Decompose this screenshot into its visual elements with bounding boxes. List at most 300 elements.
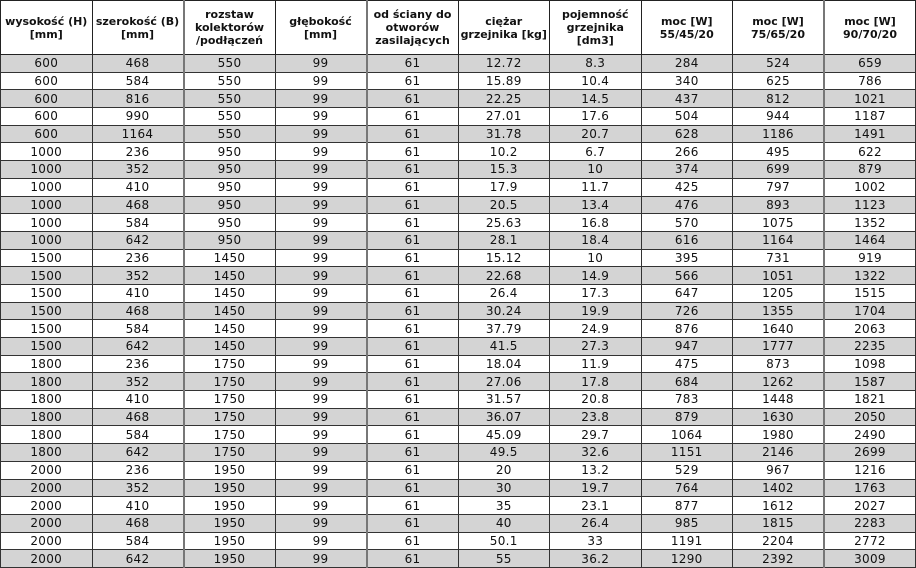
- cell-wall-distance: 61: [367, 355, 459, 373]
- cell-connection-spacing: 1450: [184, 249, 276, 267]
- cell-width: 468: [92, 408, 184, 426]
- cell-power-75-65-20: 625: [733, 72, 825, 90]
- cell-capacity: 10: [550, 161, 642, 179]
- cell-capacity: 19.9: [550, 302, 642, 320]
- cell-width: 1164: [92, 125, 184, 143]
- cell-height: 1500: [1, 302, 93, 320]
- cell-power-90-70-20: 1098: [824, 355, 916, 373]
- cell-capacity: 20.7: [550, 125, 642, 143]
- cell-capacity: 20.8: [550, 391, 642, 409]
- cell-depth: 99: [275, 426, 367, 444]
- cell-power-55-45-20: 425: [641, 178, 733, 196]
- cell-wall-distance: 61: [367, 72, 459, 90]
- cell-weight: 22.25: [458, 90, 550, 108]
- cell-connection-spacing: 950: [184, 143, 276, 161]
- cell-capacity: 11.9: [550, 355, 642, 373]
- cell-power-90-70-20: 1021: [824, 90, 916, 108]
- cell-power-55-45-20: 764: [641, 479, 733, 497]
- cell-power-55-45-20: 985: [641, 514, 733, 532]
- cell-power-75-65-20: 1186: [733, 125, 825, 143]
- cell-wall-distance: 61: [367, 302, 459, 320]
- cell-depth: 99: [275, 302, 367, 320]
- table-row: [1, 284, 916, 302]
- cell-width: 584: [92, 532, 184, 550]
- cell-power-90-70-20: 1322: [824, 267, 916, 285]
- cell-weight: 30.24: [458, 302, 550, 320]
- cell-capacity: 23.8: [550, 408, 642, 426]
- cell-width: 642: [92, 231, 184, 249]
- cell-connection-spacing: 950: [184, 196, 276, 214]
- cell-width: 642: [92, 444, 184, 462]
- cell-power-90-70-20: 2027: [824, 497, 916, 515]
- cell-weight: 41.5: [458, 338, 550, 356]
- cell-weight: 17.9: [458, 178, 550, 196]
- cell-wall-distance: 61: [367, 196, 459, 214]
- cell-power-55-45-20: 266: [641, 143, 733, 161]
- cell-width: 468: [92, 196, 184, 214]
- table-row: [1, 55, 916, 73]
- cell-power-75-65-20: 1402: [733, 479, 825, 497]
- cell-height: 600: [1, 90, 93, 108]
- header-capacity: pojemność grzejnika [dm3]: [550, 1, 642, 55]
- cell-power-55-45-20: 529: [641, 461, 733, 479]
- cell-connection-spacing: 1450: [184, 338, 276, 356]
- cell-wall-distance: 61: [367, 55, 459, 73]
- cell-depth: 99: [275, 479, 367, 497]
- cell-connection-spacing: 1750: [184, 408, 276, 426]
- cell-power-75-65-20: 495: [733, 143, 825, 161]
- cell-connection-spacing: 1950: [184, 461, 276, 479]
- cell-power-90-70-20: 659: [824, 55, 916, 73]
- cell-depth: 99: [275, 249, 367, 267]
- cell-depth: 99: [275, 231, 367, 249]
- cell-width: 236: [92, 249, 184, 267]
- cell-connection-spacing: 550: [184, 108, 276, 126]
- cell-weight: 27.06: [458, 373, 550, 391]
- cell-connection-spacing: 950: [184, 178, 276, 196]
- cell-depth: 99: [275, 143, 367, 161]
- cell-weight: 31.78: [458, 125, 550, 143]
- cell-wall-distance: 61: [367, 479, 459, 497]
- cell-power-90-70-20: 2699: [824, 444, 916, 462]
- cell-wall-distance: 61: [367, 231, 459, 249]
- cell-capacity: 14.9: [550, 267, 642, 285]
- cell-power-90-70-20: 1352: [824, 214, 916, 232]
- cell-width: 468: [92, 302, 184, 320]
- cell-depth: 99: [275, 514, 367, 532]
- table-row: [1, 532, 916, 550]
- cell-capacity: 29.7: [550, 426, 642, 444]
- cell-power-90-70-20: 2283: [824, 514, 916, 532]
- table-row: [1, 391, 916, 409]
- cell-wall-distance: 61: [367, 532, 459, 550]
- cell-power-55-45-20: 437: [641, 90, 733, 108]
- cell-connection-spacing: 1950: [184, 514, 276, 532]
- cell-capacity: 23.1: [550, 497, 642, 515]
- cell-capacity: 13.4: [550, 196, 642, 214]
- cell-power-75-65-20: 1980: [733, 426, 825, 444]
- cell-power-55-45-20: 647: [641, 284, 733, 302]
- header-width: szerokość (B) [mm]: [92, 1, 184, 55]
- cell-width: 990: [92, 108, 184, 126]
- cell-capacity: 10.4: [550, 72, 642, 90]
- cell-depth: 99: [275, 338, 367, 356]
- table-row: [1, 550, 916, 568]
- cell-power-75-65-20: 944: [733, 108, 825, 126]
- cell-power-55-45-20: 504: [641, 108, 733, 126]
- cell-connection-spacing: 550: [184, 55, 276, 73]
- cell-connection-spacing: 950: [184, 231, 276, 249]
- cell-depth: 99: [275, 391, 367, 409]
- cell-height: 1800: [1, 391, 93, 409]
- cell-height: 1800: [1, 408, 93, 426]
- cell-power-90-70-20: 1515: [824, 284, 916, 302]
- cell-width: 410: [92, 178, 184, 196]
- cell-depth: 99: [275, 108, 367, 126]
- cell-power-55-45-20: 1290: [641, 550, 733, 568]
- cell-wall-distance: 61: [367, 178, 459, 196]
- cell-power-55-45-20: 476: [641, 196, 733, 214]
- cell-width: 584: [92, 320, 184, 338]
- cell-power-75-65-20: 1630: [733, 408, 825, 426]
- cell-height: 1500: [1, 284, 93, 302]
- cell-connection-spacing: 1950: [184, 532, 276, 550]
- cell-power-90-70-20: 1187: [824, 108, 916, 126]
- cell-power-55-45-20: 340: [641, 72, 733, 90]
- cell-width: 410: [92, 391, 184, 409]
- cell-power-90-70-20: 2063: [824, 320, 916, 338]
- cell-height: 600: [1, 72, 93, 90]
- cell-connection-spacing: 1750: [184, 426, 276, 444]
- cell-power-90-70-20: 1704: [824, 302, 916, 320]
- cell-height: 600: [1, 125, 93, 143]
- cell-depth: 99: [275, 373, 367, 391]
- cell-power-55-45-20: 616: [641, 231, 733, 249]
- cell-weight: 15.3: [458, 161, 550, 179]
- cell-weight: 22.68: [458, 267, 550, 285]
- table-row: [1, 355, 916, 373]
- cell-wall-distance: 61: [367, 284, 459, 302]
- table-row: [1, 373, 916, 391]
- table-row: [1, 444, 916, 462]
- cell-power-75-65-20: 1777: [733, 338, 825, 356]
- cell-wall-distance: 61: [367, 249, 459, 267]
- cell-weight: 45.09: [458, 426, 550, 444]
- cell-connection-spacing: 1950: [184, 479, 276, 497]
- table-row: [1, 497, 916, 515]
- table-row: [1, 196, 916, 214]
- cell-connection-spacing: 1750: [184, 355, 276, 373]
- cell-capacity: 32.6: [550, 444, 642, 462]
- cell-power-90-70-20: 1491: [824, 125, 916, 143]
- cell-height: 2000: [1, 532, 93, 550]
- cell-height: 1000: [1, 143, 93, 161]
- cell-height: 2000: [1, 461, 93, 479]
- cell-power-90-70-20: 1587: [824, 373, 916, 391]
- cell-power-55-45-20: 475: [641, 355, 733, 373]
- cell-wall-distance: 61: [367, 338, 459, 356]
- cell-width: 352: [92, 267, 184, 285]
- cell-width: 352: [92, 479, 184, 497]
- cell-weight: 35: [458, 497, 550, 515]
- cell-weight: 18.04: [458, 355, 550, 373]
- table-row: [1, 161, 916, 179]
- cell-wall-distance: 61: [367, 143, 459, 161]
- cell-height: 1000: [1, 231, 93, 249]
- cell-width: 642: [92, 338, 184, 356]
- cell-depth: 99: [275, 125, 367, 143]
- cell-capacity: 8.3: [550, 55, 642, 73]
- header-power-90-70-20: moc [W] 90/70/20: [824, 1, 916, 55]
- cell-connection-spacing: 1450: [184, 267, 276, 285]
- cell-power-75-65-20: 2204: [733, 532, 825, 550]
- cell-wall-distance: 61: [367, 125, 459, 143]
- cell-power-75-65-20: 812: [733, 90, 825, 108]
- cell-weight: 50.1: [458, 532, 550, 550]
- header-row: [1, 1, 916, 55]
- cell-wall-distance: 61: [367, 426, 459, 444]
- cell-depth: 99: [275, 196, 367, 214]
- table-row: [1, 514, 916, 532]
- cell-capacity: 26.4: [550, 514, 642, 532]
- cell-power-55-45-20: 877: [641, 497, 733, 515]
- cell-width: 352: [92, 373, 184, 391]
- table-row: [1, 143, 916, 161]
- cell-height: 1500: [1, 338, 93, 356]
- cell-weight: 30: [458, 479, 550, 497]
- table-row: [1, 108, 916, 126]
- cell-power-90-70-20: 2050: [824, 408, 916, 426]
- cell-capacity: 33: [550, 532, 642, 550]
- cell-connection-spacing: 1750: [184, 373, 276, 391]
- cell-power-75-65-20: 797: [733, 178, 825, 196]
- cell-power-90-70-20: 2235: [824, 338, 916, 356]
- cell-capacity: 36.2: [550, 550, 642, 568]
- table-row: [1, 461, 916, 479]
- cell-height: 1800: [1, 444, 93, 462]
- cell-power-75-65-20: 2392: [733, 550, 825, 568]
- cell-height: 2000: [1, 514, 93, 532]
- cell-power-75-65-20: 2146: [733, 444, 825, 462]
- cell-power-75-65-20: 1640: [733, 320, 825, 338]
- cell-power-75-65-20: 967: [733, 461, 825, 479]
- cell-wall-distance: 61: [367, 408, 459, 426]
- cell-height: 1500: [1, 320, 93, 338]
- header-connection-spacing: rozstaw kolektorów /podłączeń: [184, 1, 276, 55]
- header-weight: ciężar grzejnika [kg]: [458, 1, 550, 55]
- cell-height: 600: [1, 108, 93, 126]
- cell-capacity: 10: [550, 249, 642, 267]
- cell-connection-spacing: 550: [184, 90, 276, 108]
- cell-depth: 99: [275, 355, 367, 373]
- cell-depth: 99: [275, 55, 367, 73]
- cell-wall-distance: 61: [367, 373, 459, 391]
- table-row: [1, 231, 916, 249]
- cell-depth: 99: [275, 214, 367, 232]
- cell-height: 1000: [1, 196, 93, 214]
- cell-height: 1800: [1, 355, 93, 373]
- cell-height: 2000: [1, 479, 93, 497]
- cell-power-55-45-20: 726: [641, 302, 733, 320]
- cell-height: 2000: [1, 550, 93, 568]
- table-row: [1, 426, 916, 444]
- header-wall-distance: od ściany do otworów zasilających: [367, 1, 459, 55]
- cell-weight: 36.07: [458, 408, 550, 426]
- cell-weight: 15.89: [458, 72, 550, 90]
- cell-height: 1000: [1, 178, 93, 196]
- cell-capacity: 17.6: [550, 108, 642, 126]
- cell-capacity: 19.7: [550, 479, 642, 497]
- cell-depth: 99: [275, 461, 367, 479]
- cell-power-55-45-20: 1151: [641, 444, 733, 462]
- cell-weight: 31.57: [458, 391, 550, 409]
- cell-depth: 99: [275, 444, 367, 462]
- cell-height: 1000: [1, 161, 93, 179]
- cell-capacity: 13.2: [550, 461, 642, 479]
- cell-power-55-45-20: 570: [641, 214, 733, 232]
- cell-power-90-70-20: 919: [824, 249, 916, 267]
- cell-weight: 12.72: [458, 55, 550, 73]
- table-header: [1, 1, 916, 55]
- cell-width: 410: [92, 284, 184, 302]
- cell-connection-spacing: 1450: [184, 302, 276, 320]
- cell-depth: 99: [275, 284, 367, 302]
- cell-power-55-45-20: 783: [641, 391, 733, 409]
- cell-power-90-70-20: 1464: [824, 231, 916, 249]
- cell-weight: 26.4: [458, 284, 550, 302]
- cell-height: 1000: [1, 214, 93, 232]
- cell-power-90-70-20: 2490: [824, 426, 916, 444]
- cell-power-90-70-20: 879: [824, 161, 916, 179]
- cell-connection-spacing: 950: [184, 214, 276, 232]
- cell-connection-spacing: 1450: [184, 320, 276, 338]
- cell-wall-distance: 61: [367, 90, 459, 108]
- cell-weight: 37.79: [458, 320, 550, 338]
- cell-wall-distance: 61: [367, 444, 459, 462]
- header-depth: głębokość [mm]: [275, 1, 367, 55]
- cell-height: 1800: [1, 373, 93, 391]
- table-row: [1, 408, 916, 426]
- cell-wall-distance: 61: [367, 514, 459, 532]
- cell-weight: 40: [458, 514, 550, 532]
- cell-connection-spacing: 950: [184, 161, 276, 179]
- table-row: [1, 90, 916, 108]
- cell-weight: 20.5: [458, 196, 550, 214]
- cell-power-75-65-20: 1448: [733, 391, 825, 409]
- cell-width: 410: [92, 497, 184, 515]
- cell-power-90-70-20: 1002: [824, 178, 916, 196]
- cell-power-55-45-20: 566: [641, 267, 733, 285]
- cell-power-75-65-20: 524: [733, 55, 825, 73]
- cell-width: 236: [92, 355, 184, 373]
- cell-capacity: 14.5: [550, 90, 642, 108]
- cell-wall-distance: 61: [367, 267, 459, 285]
- cell-power-90-70-20: 2772: [824, 532, 916, 550]
- table-row: [1, 320, 916, 338]
- cell-weight: 27.01: [458, 108, 550, 126]
- cell-weight: 25.63: [458, 214, 550, 232]
- cell-height: 2000: [1, 497, 93, 515]
- cell-wall-distance: 61: [367, 550, 459, 568]
- cell-power-90-70-20: 786: [824, 72, 916, 90]
- cell-wall-distance: 61: [367, 461, 459, 479]
- cell-width: 236: [92, 143, 184, 161]
- cell-height: 1500: [1, 249, 93, 267]
- cell-power-55-45-20: 628: [641, 125, 733, 143]
- cell-capacity: 17.8: [550, 373, 642, 391]
- cell-power-90-70-20: 1216: [824, 461, 916, 479]
- table-row: [1, 302, 916, 320]
- cell-depth: 99: [275, 161, 367, 179]
- cell-power-75-65-20: 893: [733, 196, 825, 214]
- cell-connection-spacing: 550: [184, 125, 276, 143]
- cell-power-55-45-20: 1064: [641, 426, 733, 444]
- cell-capacity: 6.7: [550, 143, 642, 161]
- cell-power-75-65-20: 1262: [733, 373, 825, 391]
- cell-power-75-65-20: 1205: [733, 284, 825, 302]
- cell-power-75-65-20: 1164: [733, 231, 825, 249]
- cell-capacity: 27.3: [550, 338, 642, 356]
- cell-wall-distance: 61: [367, 214, 459, 232]
- table-row: [1, 338, 916, 356]
- cell-capacity: 16.8: [550, 214, 642, 232]
- cell-power-90-70-20: 622: [824, 143, 916, 161]
- cell-power-55-45-20: 395: [641, 249, 733, 267]
- cell-power-75-65-20: 1355: [733, 302, 825, 320]
- cell-power-75-65-20: 1612: [733, 497, 825, 515]
- cell-height: 1500: [1, 267, 93, 285]
- cell-depth: 99: [275, 550, 367, 568]
- cell-capacity: 24.9: [550, 320, 642, 338]
- header-power-55-45-20: moc [W] 55/45/20: [641, 1, 733, 55]
- cell-connection-spacing: 1450: [184, 284, 276, 302]
- header-power-75-65-20: moc [W] 75/65/20: [733, 1, 825, 55]
- cell-connection-spacing: 1950: [184, 550, 276, 568]
- cell-depth: 99: [275, 497, 367, 515]
- cell-width: 584: [92, 214, 184, 232]
- cell-wall-distance: 61: [367, 161, 459, 179]
- cell-power-55-45-20: 1191: [641, 532, 733, 550]
- cell-height: 1800: [1, 426, 93, 444]
- cell-power-90-70-20: 1123: [824, 196, 916, 214]
- cell-width: 236: [92, 461, 184, 479]
- cell-connection-spacing: 1750: [184, 391, 276, 409]
- cell-power-75-65-20: 1051: [733, 267, 825, 285]
- cell-power-75-65-20: 731: [733, 249, 825, 267]
- table-body: [1, 55, 916, 568]
- cell-depth: 99: [275, 267, 367, 285]
- cell-power-75-65-20: 873: [733, 355, 825, 373]
- cell-weight: 15.12: [458, 249, 550, 267]
- cell-width: 468: [92, 514, 184, 532]
- cell-weight: 55: [458, 550, 550, 568]
- header-height: wysokość (H) [mm]: [1, 1, 93, 55]
- cell-power-75-65-20: 1075: [733, 214, 825, 232]
- cell-power-55-45-20: 876: [641, 320, 733, 338]
- cell-capacity: 17.3: [550, 284, 642, 302]
- cell-power-75-65-20: 699: [733, 161, 825, 179]
- cell-connection-spacing: 550: [184, 72, 276, 90]
- cell-wall-distance: 61: [367, 108, 459, 126]
- cell-connection-spacing: 1950: [184, 497, 276, 515]
- cell-power-90-70-20: 1763: [824, 479, 916, 497]
- cell-width: 584: [92, 426, 184, 444]
- cell-depth: 99: [275, 178, 367, 196]
- table-row: [1, 214, 916, 232]
- cell-depth: 99: [275, 90, 367, 108]
- cell-weight: 49.5: [458, 444, 550, 462]
- cell-power-55-45-20: 374: [641, 161, 733, 179]
